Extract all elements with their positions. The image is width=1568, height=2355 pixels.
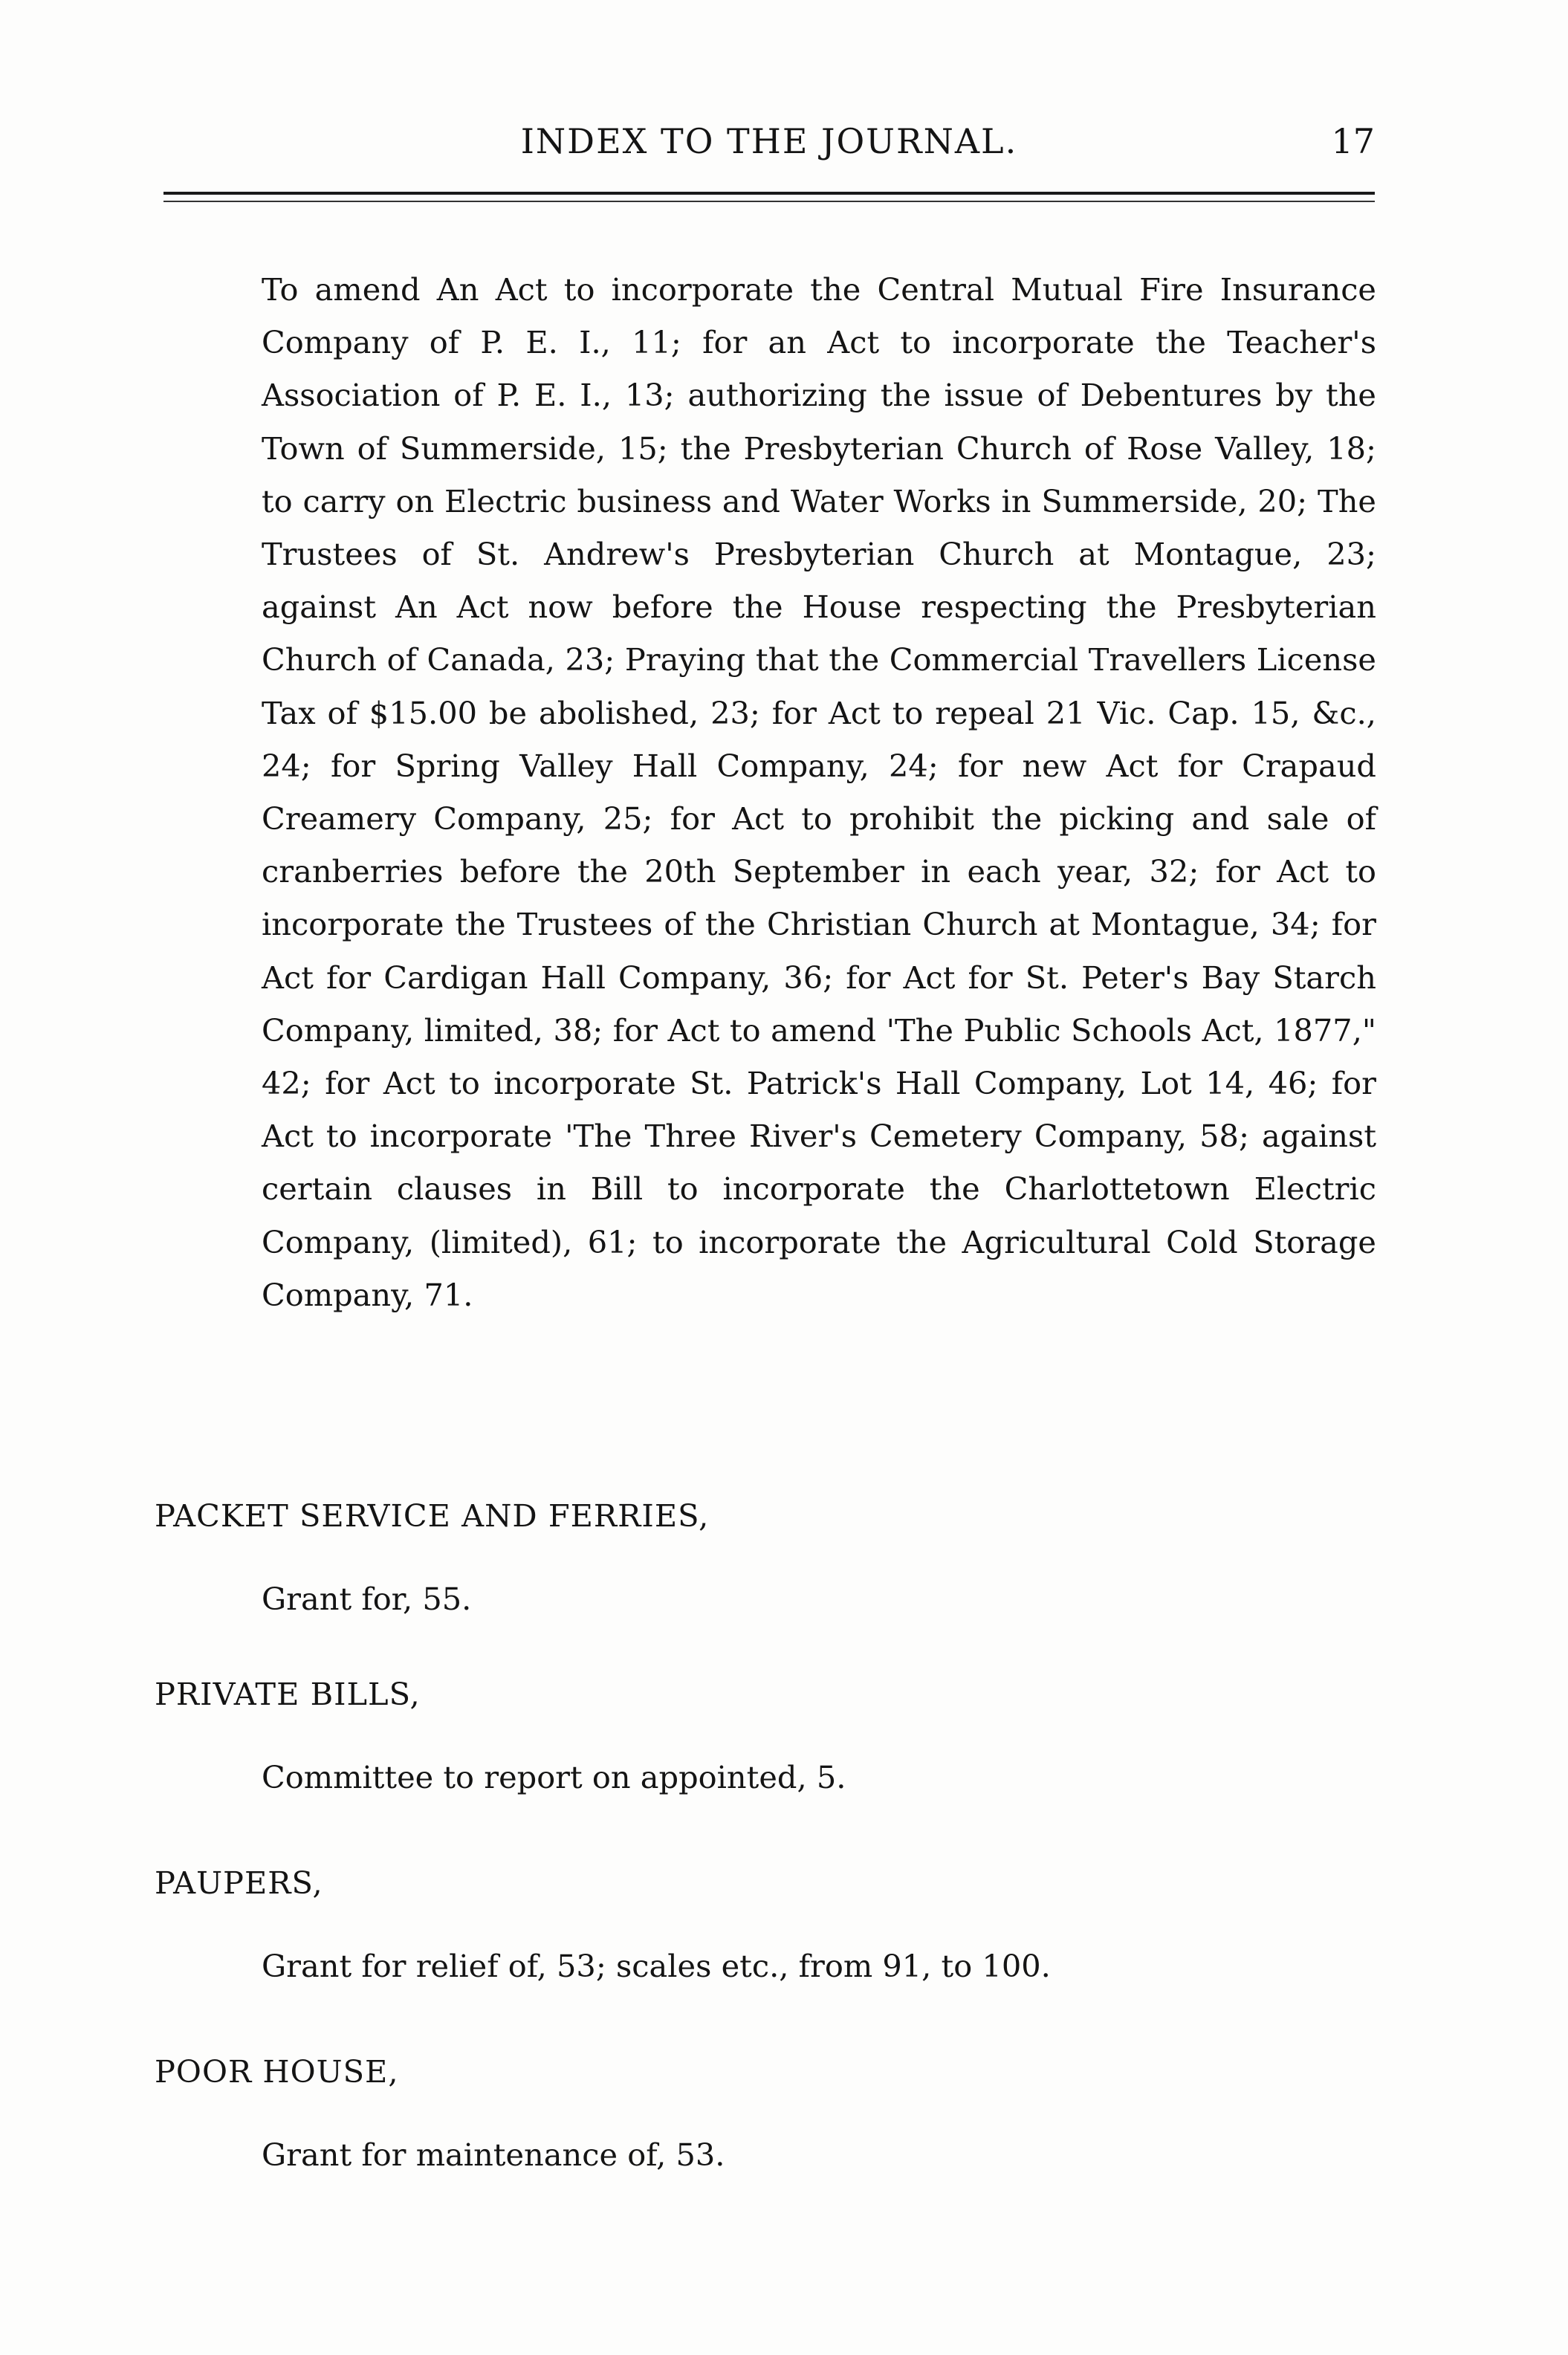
entry-subentry: Grant for relief of, 53; scales etc., from 91, to 100. (262, 1948, 1051, 1984)
petitions-continuation-text: To amend An Act to incorporate the Central Mutual Fire Insurance Company of P. E. I., 11; for an Act to incorporate the Teacher's Association of P. E. I., 13; authorizing the issue of Debentures by the Town of Summerside, 15; the Presbyterian Church of Rose Valley, 18; to carry on Electric business and Water Works in Summerside, 20; The Trustees of St. Andrew's Presbyterian Church at Montague, 23; against An Act now before the House respecting the Presbyterian Church of Canada, 23; Praying that the Commercial Travellers License Tax of $15.00 be abolished, 23; for Act to repeal 21 Vic. Cap. 15, &c., 24; for Spring Valley Hall Company, 24; for new Act for Crapaud Creamery Company, 25; for Act to prohibit the picking and sale of cranberries before the 20th September in each year, 32; for Act to incorporate the Trustees of the Christian Church at Montague, 34; for Act for Cardigan Hall Company, 36; for Act for St. Peter's Bay Starch Company, limited, 38; for Act to amend 'The Public Schools Act, 1877," 42; for Act to incorporate St. Patrick's Hall Company, Lot 14, 46; for Act to incorporate 'The Three River's Cemetery Company, 58; against certain clauses in Bill to incorporate the Charlottetown Electric Company, (limited), 61; to incorporate the Agricultural Cold Storage Company, 71. (262, 271, 1376, 1313)
index-entry-poor-house (155, 2050, 1373, 2177)
header-rule-thick (163, 192, 1375, 195)
entry-subentry: Grant for, 55. (262, 1581, 472, 1617)
index-entry-paupers (155, 1861, 1373, 1989)
page-number: 17 (1331, 121, 1375, 161)
entry-subentry: Grant for maintenance of, 53. (262, 2137, 725, 2173)
entry-heading: POOR HOUSE, (155, 2053, 399, 2090)
index-entry-private-bills (155, 1672, 1373, 1800)
running-title: INDEX TO THE JOURNAL. (520, 121, 1018, 161)
entry-heading: PACKET SERVICE AND FERRIES, (155, 1497, 710, 1534)
header-rule-thin (163, 201, 1375, 202)
entry-heading: PAUPERS, (155, 1865, 323, 1901)
entry-subentry: Committee to report on appointed, 5. (262, 1759, 846, 1795)
entry-heading: PRIVATE BILLS, (155, 1676, 421, 1712)
index-entry-packet-service (155, 1494, 1373, 1622)
running-head (163, 119, 1375, 171)
